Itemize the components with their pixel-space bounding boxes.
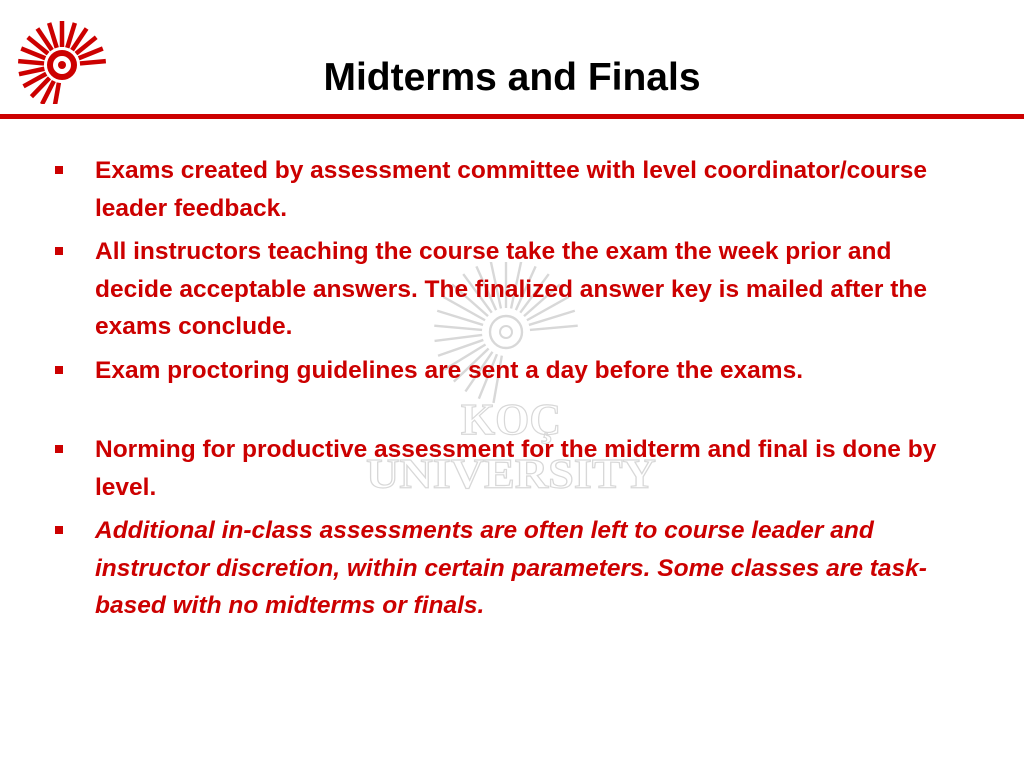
bullet-list bbox=[55, 152, 955, 625]
bullet-item bbox=[55, 352, 955, 390]
title-divider bbox=[0, 114, 1024, 119]
slide-title: Midterms and Finals bbox=[323, 56, 701, 99]
bullet-item bbox=[55, 152, 955, 227]
bullet-item bbox=[55, 512, 955, 625]
slide-body bbox=[55, 152, 955, 631]
square-bullet-icon bbox=[55, 445, 63, 453]
square-bullet-icon bbox=[55, 247, 63, 255]
watermark-line1: KOÇ bbox=[460, 395, 562, 444]
square-bullet-icon bbox=[55, 526, 63, 534]
square-bullet-icon bbox=[55, 166, 63, 174]
square-bullet-icon bbox=[55, 366, 63, 374]
bullet-item bbox=[55, 431, 955, 506]
bullet-text: Norming for productive assessment for the midterm and final is done by level. bbox=[95, 436, 937, 501]
watermark-line2: UNIVERSITY bbox=[366, 452, 656, 498]
bullet-text: All instructors teaching the course take the exam the week prior and decide acceptable answers. The finalized answer key is mailed after the exams conclude. bbox=[95, 238, 927, 340]
bullet-item bbox=[55, 233, 955, 346]
bullet-text: Exams created by assessment committee with level coordinator/course leader feedback. bbox=[95, 157, 927, 222]
bullet-text: Exam proctoring guidelines are sent a day before the exams. bbox=[95, 356, 804, 384]
bullet-text: Additional in-class assessments are often left to course leader and instructor discretion, within certain parameters. Some classes are task-based with no midterms or finals. bbox=[95, 517, 927, 619]
